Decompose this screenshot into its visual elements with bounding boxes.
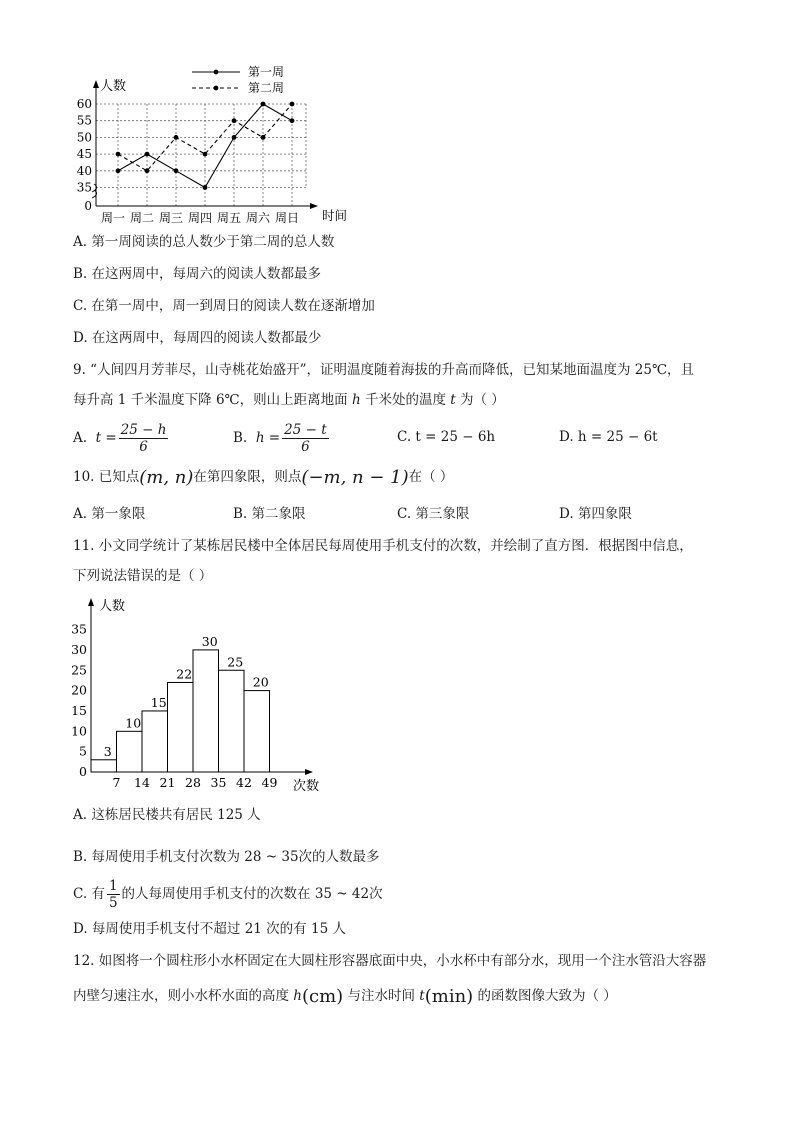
x-tick-label: 7 — [112, 775, 121, 790]
bar-data-label: 10 — [125, 715, 142, 731]
y-axis-label: 人数 — [100, 79, 127, 94]
x-axis-arrow — [310, 203, 318, 209]
q11-stem-line1: 11. 小文同学统计了某栋居民楼中全体居民每周使用手机支付的次数，并绘制了直方图．根据图中信息， — [73, 538, 693, 554]
q9-stem-line2: 每升高 1 千米温度下降 6℃，则山上距离地面 h 千米处的温度 t 为（ ） — [73, 392, 505, 408]
bar-data-label: 22 — [176, 666, 193, 682]
y-axis-arrow — [88, 598, 94, 606]
y-tick-label: 35 — [71, 621, 87, 637]
series-week1-point — [232, 135, 237, 140]
y-tick-label: 5 — [79, 743, 87, 759]
y-tick-label: 40 — [76, 163, 92, 178]
x-axis-label: 次数 — [293, 779, 320, 794]
y-tick-label: 0 — [84, 199, 92, 213]
x-axis-arrow — [305, 769, 313, 775]
histogram-bar — [244, 691, 270, 772]
series-week2-point — [232, 118, 237, 123]
histogram-bar — [142, 711, 168, 772]
x-tick-label: 周日 — [274, 211, 300, 225]
q11-option-b: B. 每周使用手机支付次数为 28 ~ 35次的人数最多 — [73, 849, 380, 865]
chart-grid — [96, 104, 306, 206]
series-week1-point — [261, 102, 266, 107]
x-tick-label: 周六 — [245, 211, 271, 225]
y-tick-label: 45 — [76, 147, 92, 162]
q10-option-c: C. 第三象限 — [397, 506, 470, 522]
y-axis-arrow — [93, 80, 99, 88]
x-tick-label: 周四 — [187, 211, 213, 225]
q10-option-a: A. 第一象限 — [73, 506, 146, 522]
series-week1-point — [174, 168, 179, 173]
y-tick-label: 55 — [76, 113, 92, 128]
q9-option-b: B. h = $\frac{25 - t}{6}$ — [233, 421, 327, 455]
q11-option-c: C. 有 $\frac{1}{5}$ 的人每周使用手机支付的次数在 35 ~ 42次 — [73, 877, 383, 911]
q12-stem-line2: 内壁匀速注水，则小水杯水面的高度 h(cm) 与注水时间 t(min) 的函数图像大致为（ ） — [73, 986, 617, 1007]
series-week2-point — [116, 152, 121, 157]
legend-label: 第二周 — [248, 81, 285, 95]
q10-option-d: D. 第四象限 — [559, 506, 632, 522]
x-tick-label: 14 — [134, 775, 150, 790]
legend-marker — [214, 86, 219, 91]
chart-bars — [91, 634, 270, 772]
series-week2-point — [174, 135, 179, 140]
series-week1-point — [290, 118, 295, 123]
q9-option-c: C. t = 25 − 6h — [397, 429, 496, 445]
series-week2-point — [261, 135, 266, 140]
q8-option-a: A. 第一周阅读的总人数少于第二周的总人数 — [73, 234, 335, 250]
x-tick-label: 21 — [159, 775, 176, 790]
q9-stem-line1: 9. “人间四月芳菲尽，山寺桃花始盛开”，证明温度随着海拔的升高而降低，已知某地面温度为 25℃，且 — [73, 362, 695, 378]
x-axis-label: 时间 — [322, 208, 348, 223]
q8-option-c: C. 在第一周中，周一到周日的阅读人数在逐渐增加 — [73, 298, 375, 314]
histogram-bar — [193, 650, 219, 772]
histogram-chart — [55, 592, 355, 802]
series-week2-point — [203, 152, 208, 157]
y-tick-label: 0 — [79, 764, 87, 779]
y-tick-label: 15 — [71, 702, 87, 718]
x-tick-label: 49 — [261, 775, 278, 790]
x-tick-label: 35 — [210, 775, 227, 790]
y-tick-label: 60 — [76, 97, 92, 111]
q12-stem-line1: 12. 如图将一个圆柱形小水杯固定在大圆柱形容器底面中央，小水杯中有部分水，现用一个注水管沿大容器 — [73, 953, 707, 969]
series-week1-point — [116, 168, 121, 173]
bar-data-label: 3 — [103, 743, 112, 759]
bar-data-label: 25 — [227, 654, 244, 670]
line-chart — [60, 60, 370, 230]
y-tick-label: 10 — [71, 723, 87, 739]
q11-stem-line2: 下列说法错误的是（ ） — [73, 568, 213, 584]
x-tick-label: 周二 — [129, 211, 155, 225]
y-tick-label: 25 — [71, 662, 87, 678]
x-tick-label: 周一 — [100, 211, 126, 225]
chart-axes — [77, 80, 318, 225]
y-tick-label: 35 — [76, 180, 92, 195]
histogram-bar — [91, 760, 117, 772]
series-week1-point — [203, 185, 208, 190]
histogram-bar — [117, 731, 143, 772]
y-tick-label: 20 — [71, 682, 87, 698]
bar-data-label: 30 — [201, 633, 218, 649]
series-week2-point — [290, 102, 295, 107]
y-tick-label: 30 — [71, 641, 87, 657]
bar-data-label: 20 — [252, 674, 269, 690]
chart-legend — [192, 65, 284, 95]
q8-option-d: D. 在这两周中，每周四的阅读人数都最少 — [73, 330, 322, 346]
x-tick-label: 周五 — [216, 211, 242, 225]
series-week2-point — [145, 168, 150, 173]
legend-marker — [214, 70, 219, 75]
q10-stem: 10. 已知点(m, n)在第四象限，则点(−m, n − 1)在（ ） — [73, 467, 454, 488]
bar-data-label: 15 — [150, 694, 167, 710]
legend-label: 第一周 — [248, 65, 285, 79]
x-tick-label: 周三 — [158, 211, 184, 225]
q9-option-d: D. h = 25 − 6t — [559, 429, 658, 445]
q10-option-b: B. 第二象限 — [233, 506, 306, 522]
x-tick-label: 28 — [185, 775, 201, 790]
histogram-bar — [219, 670, 245, 772]
x-tick-label: 42 — [236, 775, 252, 790]
histogram-bar — [168, 682, 194, 772]
y-tick-label: 50 — [76, 130, 92, 145]
q8-option-b: B. 在这两周中，每周六的阅读人数都最多 — [73, 266, 322, 282]
q11-option-a: A. 这栋居民楼共有居民 125 人 — [73, 807, 261, 823]
q9-option-a: A. t = $\frac{25 - h}{6}$ — [73, 421, 167, 455]
q11-option-d: D. 每周使用手机支付不超过 21 次的有 15 人 — [73, 921, 346, 937]
y-axis-label: 人数 — [99, 599, 126, 614]
series-week1-point — [145, 152, 150, 157]
